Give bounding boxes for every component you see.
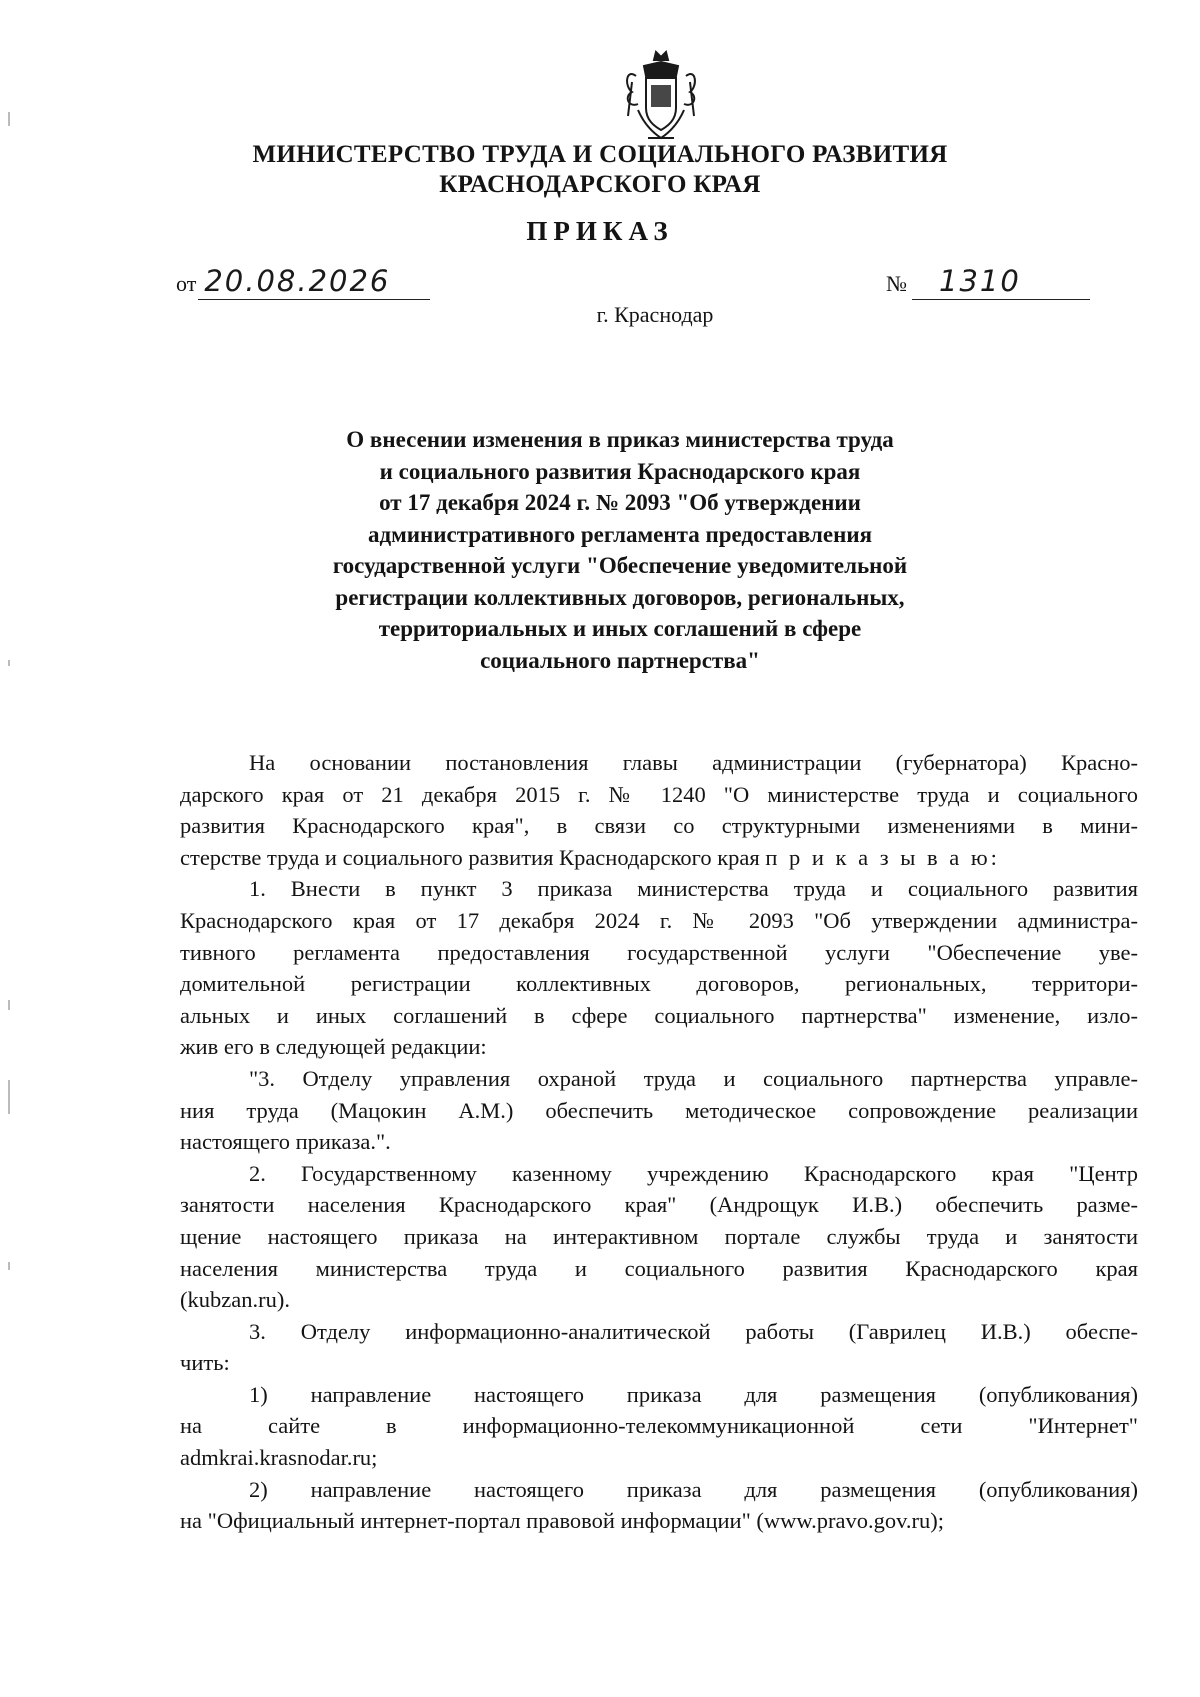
body-line: ния труда (Мацокин А.М.) обеспечить методическое сопровождение реализации [180, 1097, 1138, 1123]
date-prefix: от [176, 271, 197, 296]
heading-line: государственной услуги "Обеспечение уведомительной [332, 553, 908, 578]
date-handwritten: 20.08.2026 [204, 264, 391, 298]
body-line: (kubzan.ru). [180, 1287, 290, 1313]
number-handwritten: 1310 [939, 264, 1021, 298]
body-line: на "Официальный интернет-портал правовой информации" (www.pravo.gov.ru); [180, 1508, 945, 1534]
body-line: "3. Отделу управления охраной труда и социального партнерства управле- [249, 1065, 1138, 1091]
body-line: тивного регламента предоставления государственной услуги "Обеспечение уве- [180, 939, 1138, 965]
order-number [886, 264, 1021, 298]
number-underline [912, 299, 1090, 300]
city: г. Краснодар [596, 302, 714, 327]
heading-line: О внесении изменения в приказ министерства труда [346, 427, 894, 452]
body-line: 1) направление настоящего приказа для размещения (опубликования) [249, 1381, 1138, 1407]
heading-line: административного регламента предоставления [367, 521, 873, 547]
body-text: стерстве труда и социального развития Краснодарского края [180, 844, 760, 870]
body-line: населения министерства труда и социального развития Краснодарского края [180, 1255, 1138, 1281]
order-verb: п р и к а з ы в а ю: [765, 844, 1000, 870]
order-date [176, 264, 390, 298]
body-line: чить: [180, 1350, 230, 1376]
ministry-name-line2: КРАСНОДАРСКОГО КРАЯ [439, 171, 761, 198]
order-heading [240, 424, 1000, 676]
body-line: развития Краснодарского края", в связи со структурными изменениями в мини- [180, 813, 1138, 839]
body-line: 2) направление настоящего приказа для размещения (опубликования) [249, 1476, 1138, 1502]
body-line: на сайте в информационно-телекоммуникационной сети "Интернет" [180, 1413, 1138, 1439]
ministry-name [180, 140, 1020, 200]
number-prefix: № [886, 271, 907, 296]
body-line: дарского края от 21 декабря 2015 г. № 1240 "О министерстве труда и социального [180, 781, 1138, 807]
scan-edge-marks [8, 0, 14, 1697]
heading-line: территориальных и иных соглашений в сфере [378, 616, 862, 641]
body-line: 2. Государственному казенному учреждению Краснодарского края "Центр [249, 1160, 1138, 1186]
heading-line: социального партнерства" [480, 647, 760, 673]
coat-of-arms-icon [618, 46, 704, 146]
body-line: занятости населения Краснодарского края" (Андрощук И.В.) обеспечить разме- [180, 1192, 1138, 1218]
order-body [180, 747, 1138, 1537]
body-line: 1. Внести в пункт 3 приказа министерства труда и социального развития [249, 876, 1138, 902]
body-line: 3. Отделу информационно-аналитической работы (Гаврилец И.В.) обеспе- [249, 1318, 1138, 1344]
body-line: жив его в следующей редакции: [180, 1034, 487, 1060]
heading-line: и социального развития Краснодарского края [379, 458, 861, 484]
body-line: На основании постановления главы администрации (губернатора) Красно- [249, 750, 1138, 775]
ministry-name-line1: МИНИСТЕРСТВО ТРУДА И СОЦИАЛЬНОГО РАЗВИТИЯ [252, 141, 948, 168]
body-line: admkrai.krasnodar.ru; [180, 1445, 378, 1471]
body-line: настоящего приказа.". [180, 1129, 391, 1155]
body-line: Краснодарского края от 17 декабря 2024 г. № 2093 "Об утверждении администра- [180, 907, 1138, 933]
heading-line: от 17 декабря 2024 г. № 2093 "Об утверждении [379, 490, 861, 515]
heading-line: регистрации коллективных договоров, региональных, [335, 584, 905, 610]
body-line [180, 842, 1138, 874]
body-line: альных и иных соглашений в сфере социального партнерства" изменение, изло- [180, 1002, 1138, 1028]
order-title: ПРИКАЗ [526, 216, 674, 246]
body-line: щение настоящего приказа на интерактивном портале службы труда и занятости [180, 1223, 1138, 1249]
date-underline [198, 299, 430, 300]
body-line: домительной регистрации коллективных договоров, региональных, территори- [180, 971, 1138, 997]
